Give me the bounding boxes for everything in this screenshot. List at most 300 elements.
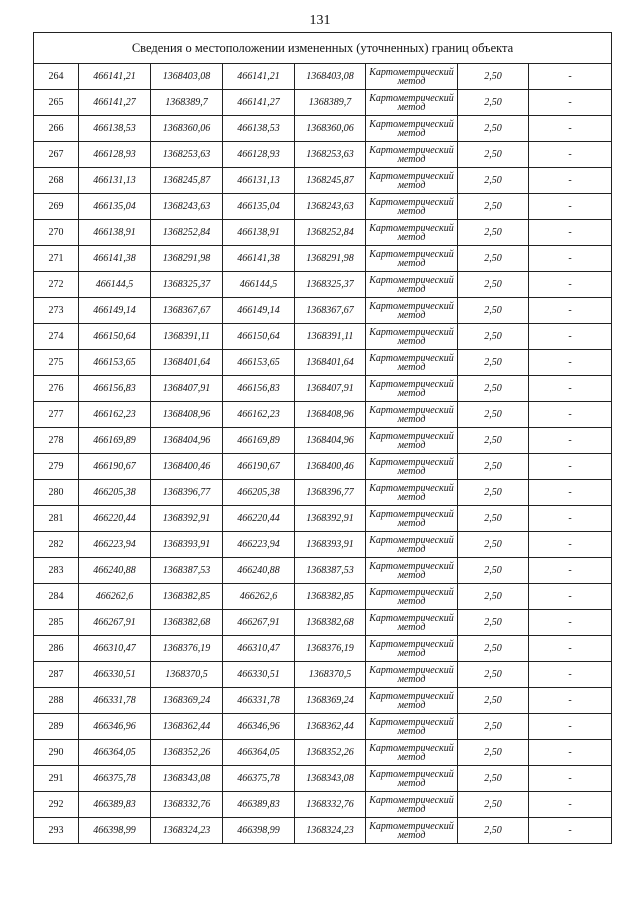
- existing-y: 1368324,23: [151, 818, 223, 844]
- precision: 2,50: [458, 454, 529, 480]
- existing-y: 1368393,91: [151, 532, 223, 558]
- existing-x: 466331,78: [79, 688, 151, 714]
- new-x: 466141,38: [223, 246, 295, 272]
- new-x: 466128,93: [223, 142, 295, 168]
- precision: 2,50: [458, 792, 529, 818]
- method-cell: [366, 116, 458, 142]
- precision: 2,50: [458, 688, 529, 714]
- existing-x: 466141,27: [79, 90, 151, 116]
- table-row: [34, 480, 612, 506]
- method-line-1: Картометрический: [369, 820, 454, 832]
- new-x: 466262,6: [223, 584, 295, 610]
- description: -: [529, 220, 612, 246]
- description: -: [529, 428, 612, 454]
- description: -: [529, 376, 612, 402]
- precision: 2,50: [458, 610, 529, 636]
- method-line-2: метод: [397, 101, 426, 113]
- existing-y: 1368382,85: [151, 584, 223, 610]
- precision: 2,50: [458, 740, 529, 766]
- method-cell: [366, 532, 458, 558]
- method-cell: [366, 610, 458, 636]
- description: -: [529, 636, 612, 662]
- new-y: 1368324,23: [295, 818, 366, 844]
- point-number: 265: [34, 90, 79, 116]
- new-x: 466141,27: [223, 90, 295, 116]
- existing-x: 466131,13: [79, 168, 151, 194]
- new-y: 1368407,91: [295, 376, 366, 402]
- point-number: 285: [34, 610, 79, 636]
- new-x: 466375,78: [223, 766, 295, 792]
- method-line-2: метод: [397, 335, 426, 347]
- method-line-2: метод: [397, 829, 426, 841]
- precision: 2,50: [458, 194, 529, 220]
- existing-x: 466150,64: [79, 324, 151, 350]
- table-row: [34, 610, 612, 636]
- method-line-2: метод: [397, 231, 426, 243]
- point-number: 267: [34, 142, 79, 168]
- description: -: [529, 298, 612, 324]
- description: -: [529, 558, 612, 584]
- table-row: [34, 506, 612, 532]
- precision: 2,50: [458, 584, 529, 610]
- description: -: [529, 90, 612, 116]
- description: -: [529, 116, 612, 142]
- existing-x: 466262,6: [79, 584, 151, 610]
- new-x: 466162,23: [223, 402, 295, 428]
- method-cell: [366, 194, 458, 220]
- method-line-1: Картометрический: [369, 430, 454, 442]
- point-number: 266: [34, 116, 79, 142]
- precision: 2,50: [458, 298, 529, 324]
- method-line-2: метод: [397, 751, 426, 763]
- existing-y: 1368367,67: [151, 298, 223, 324]
- existing-y: 1368243,63: [151, 194, 223, 220]
- new-y: 1368252,84: [295, 220, 366, 246]
- new-y: 1368367,67: [295, 298, 366, 324]
- point-number: 271: [34, 246, 79, 272]
- table-row: [34, 766, 612, 792]
- method-line-2: метод: [397, 621, 426, 633]
- table-row: [34, 142, 612, 168]
- new-x: 466138,91: [223, 220, 295, 246]
- table-row: [34, 402, 612, 428]
- new-x: 466156,83: [223, 376, 295, 402]
- description: -: [529, 818, 612, 844]
- method-line-1: Картометрический: [369, 248, 454, 260]
- method-cell: [366, 584, 458, 610]
- table-row: [34, 90, 612, 116]
- description: -: [529, 454, 612, 480]
- existing-x: 466138,91: [79, 220, 151, 246]
- new-y: 1368382,85: [295, 584, 366, 610]
- description: -: [529, 194, 612, 220]
- new-x: 466267,91: [223, 610, 295, 636]
- existing-x: 466240,88: [79, 558, 151, 584]
- new-x: 466141,21: [223, 64, 295, 90]
- method-line-2: метод: [397, 569, 426, 581]
- method-line-1: Картометрический: [369, 716, 454, 728]
- new-y: 1368370,5: [295, 662, 366, 688]
- existing-x: 466330,51: [79, 662, 151, 688]
- method-cell: [366, 428, 458, 454]
- point-number: 282: [34, 532, 79, 558]
- existing-y: 1368391,11: [151, 324, 223, 350]
- table-row: [34, 194, 612, 220]
- point-number: 269: [34, 194, 79, 220]
- method-cell: [366, 662, 458, 688]
- method-cell: [366, 558, 458, 584]
- table-row: [34, 714, 612, 740]
- description: -: [529, 480, 612, 506]
- existing-y: 1368382,68: [151, 610, 223, 636]
- method-cell: [366, 740, 458, 766]
- method-line-1: Картометрический: [369, 638, 454, 650]
- point-number: 284: [34, 584, 79, 610]
- new-x: 466389,83: [223, 792, 295, 818]
- existing-y: 1368325,37: [151, 272, 223, 298]
- new-y: 1368332,76: [295, 792, 366, 818]
- method-cell: [366, 376, 458, 402]
- method-line-2: метод: [397, 803, 426, 815]
- precision: 2,50: [458, 220, 529, 246]
- point-number: 281: [34, 506, 79, 532]
- table-row: [34, 532, 612, 558]
- new-x: 466220,44: [223, 506, 295, 532]
- existing-y: 1368362,44: [151, 714, 223, 740]
- existing-x: 466398,99: [79, 818, 151, 844]
- precision: 2,50: [458, 636, 529, 662]
- point-number: 289: [34, 714, 79, 740]
- new-x: 466144,5: [223, 272, 295, 298]
- new-y: 1368389,7: [295, 90, 366, 116]
- method-line-2: метод: [397, 257, 426, 269]
- existing-x: 466153,65: [79, 350, 151, 376]
- method-line-1: Картометрический: [369, 508, 454, 520]
- method-line-1: Картометрический: [369, 690, 454, 702]
- boundary-coordinates-table: [33, 32, 612, 844]
- existing-x: 466375,78: [79, 766, 151, 792]
- precision: 2,50: [458, 428, 529, 454]
- existing-y: 1368400,46: [151, 454, 223, 480]
- table-row: [34, 558, 612, 584]
- method-cell: [366, 506, 458, 532]
- method-line-2: метод: [397, 673, 426, 685]
- existing-y: 1368352,26: [151, 740, 223, 766]
- method-line-1: Картометрический: [369, 170, 454, 182]
- method-line-1: Картометрический: [369, 144, 454, 156]
- method-cell: [366, 90, 458, 116]
- description: -: [529, 506, 612, 532]
- point-number: 270: [34, 220, 79, 246]
- point-number: 274: [34, 324, 79, 350]
- method-cell: [366, 272, 458, 298]
- precision: 2,50: [458, 480, 529, 506]
- new-y: 1368352,26: [295, 740, 366, 766]
- existing-x: 466128,93: [79, 142, 151, 168]
- existing-x: 466220,44: [79, 506, 151, 532]
- new-x: 466364,05: [223, 740, 295, 766]
- method-line-2: метод: [397, 595, 426, 607]
- description: -: [529, 584, 612, 610]
- new-x: 466149,14: [223, 298, 295, 324]
- table-row: [34, 246, 612, 272]
- table-row: [34, 792, 612, 818]
- existing-y: 1368389,7: [151, 90, 223, 116]
- method-cell: [366, 766, 458, 792]
- precision: 2,50: [458, 766, 529, 792]
- precision: 2,50: [458, 116, 529, 142]
- point-number: 292: [34, 792, 79, 818]
- point-number: 275: [34, 350, 79, 376]
- new-y: 1368392,91: [295, 506, 366, 532]
- method-line-2: метод: [397, 465, 426, 477]
- existing-y: 1368407,91: [151, 376, 223, 402]
- description: -: [529, 740, 612, 766]
- method-line-1: Картометрический: [369, 300, 454, 312]
- method-line-1: Картометрический: [369, 534, 454, 546]
- method-cell: [366, 64, 458, 90]
- method-line-1: Картометрический: [369, 378, 454, 390]
- point-number: 286: [34, 636, 79, 662]
- new-y: 1368400,46: [295, 454, 366, 480]
- existing-x: 466149,14: [79, 298, 151, 324]
- precision: 2,50: [458, 324, 529, 350]
- description: -: [529, 792, 612, 818]
- table-row: [34, 454, 612, 480]
- point-number: 264: [34, 64, 79, 90]
- new-y: 1368403,08: [295, 64, 366, 90]
- description: -: [529, 688, 612, 714]
- existing-x: 466310,47: [79, 636, 151, 662]
- method-cell: [366, 168, 458, 194]
- precision: 2,50: [458, 246, 529, 272]
- existing-x: 466190,67: [79, 454, 151, 480]
- method-line-2: метод: [397, 647, 426, 659]
- method-line-2: метод: [397, 439, 426, 451]
- new-y: 1368369,24: [295, 688, 366, 714]
- table-row: [34, 168, 612, 194]
- method-line-1: Картометрический: [369, 92, 454, 104]
- new-y: 1368404,96: [295, 428, 366, 454]
- point-number: 288: [34, 688, 79, 714]
- description: -: [529, 246, 612, 272]
- table-row: [34, 662, 612, 688]
- method-line-1: Картометрический: [369, 352, 454, 364]
- new-y: 1368253,63: [295, 142, 366, 168]
- table-row: [34, 298, 612, 324]
- method-line-1: Картометрический: [369, 118, 454, 130]
- method-line-2: метод: [397, 543, 426, 555]
- existing-x: 466162,23: [79, 402, 151, 428]
- existing-y: 1368401,64: [151, 350, 223, 376]
- existing-y: 1368392,91: [151, 506, 223, 532]
- existing-x: 466169,89: [79, 428, 151, 454]
- method-line-2: метод: [397, 491, 426, 503]
- precision: 2,50: [458, 714, 529, 740]
- table-row: [34, 116, 612, 142]
- method-cell: [366, 298, 458, 324]
- existing-y: 1368291,98: [151, 246, 223, 272]
- method-line-2: метод: [397, 361, 426, 373]
- table-row: [34, 272, 612, 298]
- description: -: [529, 766, 612, 792]
- method-line-2: метод: [397, 387, 426, 399]
- new-x: 466205,38: [223, 480, 295, 506]
- method-line-2: метод: [397, 179, 426, 191]
- existing-x: 466223,94: [79, 532, 151, 558]
- existing-x: 466156,83: [79, 376, 151, 402]
- method-line-1: Картометрический: [369, 404, 454, 416]
- method-line-2: метод: [397, 699, 426, 711]
- new-x: 466346,96: [223, 714, 295, 740]
- new-y: 1368245,87: [295, 168, 366, 194]
- precision: 2,50: [458, 142, 529, 168]
- new-y: 1368408,96: [295, 402, 366, 428]
- existing-y: 1368370,5: [151, 662, 223, 688]
- description: -: [529, 714, 612, 740]
- new-x: 466330,51: [223, 662, 295, 688]
- method-cell: [366, 818, 458, 844]
- existing-y: 1368343,08: [151, 766, 223, 792]
- table-row: [34, 636, 612, 662]
- point-number: 277: [34, 402, 79, 428]
- method-cell: [366, 688, 458, 714]
- existing-y: 1368404,96: [151, 428, 223, 454]
- new-y: 1368343,08: [295, 766, 366, 792]
- description: -: [529, 350, 612, 376]
- new-y: 1368393,91: [295, 532, 366, 558]
- new-y: 1368387,53: [295, 558, 366, 584]
- table-row: [34, 220, 612, 246]
- table-row: [34, 64, 612, 90]
- page-number: 131: [309, 13, 331, 28]
- new-y: 1368325,37: [295, 272, 366, 298]
- new-y: 1368243,63: [295, 194, 366, 220]
- precision: 2,50: [458, 90, 529, 116]
- method-cell: [366, 714, 458, 740]
- method-cell: [366, 324, 458, 350]
- method-line-1: Картометрический: [369, 222, 454, 234]
- method-line-2: метод: [397, 283, 426, 295]
- existing-x: 466205,38: [79, 480, 151, 506]
- method-line-2: метод: [397, 153, 426, 165]
- existing-y: 1368403,08: [151, 64, 223, 90]
- new-x: 466331,78: [223, 688, 295, 714]
- point-number: 290: [34, 740, 79, 766]
- description: -: [529, 402, 612, 428]
- point-number: 280: [34, 480, 79, 506]
- existing-y: 1368252,84: [151, 220, 223, 246]
- method-line-1: Картометрический: [369, 768, 454, 780]
- description: -: [529, 324, 612, 350]
- method-cell: [366, 480, 458, 506]
- method-line-1: Картометрический: [369, 66, 454, 78]
- method-cell: [366, 792, 458, 818]
- existing-x: 466141,21: [79, 64, 151, 90]
- description: -: [529, 168, 612, 194]
- method-line-2: метод: [397, 413, 426, 425]
- method-line-2: метод: [397, 777, 426, 789]
- new-x: 466190,67: [223, 454, 295, 480]
- method-line-1: Картометрический: [369, 560, 454, 572]
- point-number: 287: [34, 662, 79, 688]
- description: -: [529, 610, 612, 636]
- point-number: 268: [34, 168, 79, 194]
- precision: 2,50: [458, 506, 529, 532]
- method-line-2: метод: [397, 309, 426, 321]
- new-y: 1368382,68: [295, 610, 366, 636]
- point-number: 291: [34, 766, 79, 792]
- precision: 2,50: [458, 818, 529, 844]
- table-title: Сведения о местоположении измененных (уточненных) границ объекта: [34, 33, 612, 64]
- existing-x: 466267,91: [79, 610, 151, 636]
- method-line-2: метод: [397, 517, 426, 529]
- point-number: 273: [34, 298, 79, 324]
- method-line-1: Картометрический: [369, 612, 454, 624]
- description: -: [529, 532, 612, 558]
- existing-y: 1368376,19: [151, 636, 223, 662]
- table-row: [34, 324, 612, 350]
- new-x: 466135,04: [223, 194, 295, 220]
- table-row: [34, 818, 612, 844]
- method-line-2: метод: [397, 127, 426, 139]
- new-y: 1368376,19: [295, 636, 366, 662]
- method-line-2: метод: [397, 75, 426, 87]
- table-row: [34, 428, 612, 454]
- method-line-1: Картометрический: [369, 274, 454, 286]
- description: -: [529, 64, 612, 90]
- method-cell: [366, 246, 458, 272]
- method-line-1: Картометрический: [369, 586, 454, 598]
- precision: 2,50: [458, 402, 529, 428]
- method-cell: [366, 350, 458, 376]
- method-cell: [366, 636, 458, 662]
- method-cell: [366, 142, 458, 168]
- new-y: 1368396,77: [295, 480, 366, 506]
- precision: 2,50: [458, 376, 529, 402]
- new-y: 1368362,44: [295, 714, 366, 740]
- method-cell: [366, 220, 458, 246]
- point-number: 283: [34, 558, 79, 584]
- new-x: 466169,89: [223, 428, 295, 454]
- table-row: [34, 376, 612, 402]
- new-x: 466240,88: [223, 558, 295, 584]
- new-x: 466150,64: [223, 324, 295, 350]
- method-cell: [366, 402, 458, 428]
- table-row: [34, 584, 612, 610]
- existing-x: 466389,83: [79, 792, 151, 818]
- point-number: 278: [34, 428, 79, 454]
- existing-x: 466364,05: [79, 740, 151, 766]
- table-row: [34, 688, 612, 714]
- existing-x: 466141,38: [79, 246, 151, 272]
- point-number: 293: [34, 818, 79, 844]
- precision: 2,50: [458, 350, 529, 376]
- point-number: 276: [34, 376, 79, 402]
- precision: 2,50: [458, 64, 529, 90]
- new-x: 466310,47: [223, 636, 295, 662]
- table-row: [34, 740, 612, 766]
- method-line-2: метод: [397, 205, 426, 217]
- description: -: [529, 662, 612, 688]
- method-line-1: Картометрический: [369, 794, 454, 806]
- new-y: 1368391,11: [295, 324, 366, 350]
- existing-y: 1368387,53: [151, 558, 223, 584]
- description: -: [529, 272, 612, 298]
- method-cell: [366, 454, 458, 480]
- existing-y: 1368253,63: [151, 142, 223, 168]
- method-line-1: Картометрический: [369, 196, 454, 208]
